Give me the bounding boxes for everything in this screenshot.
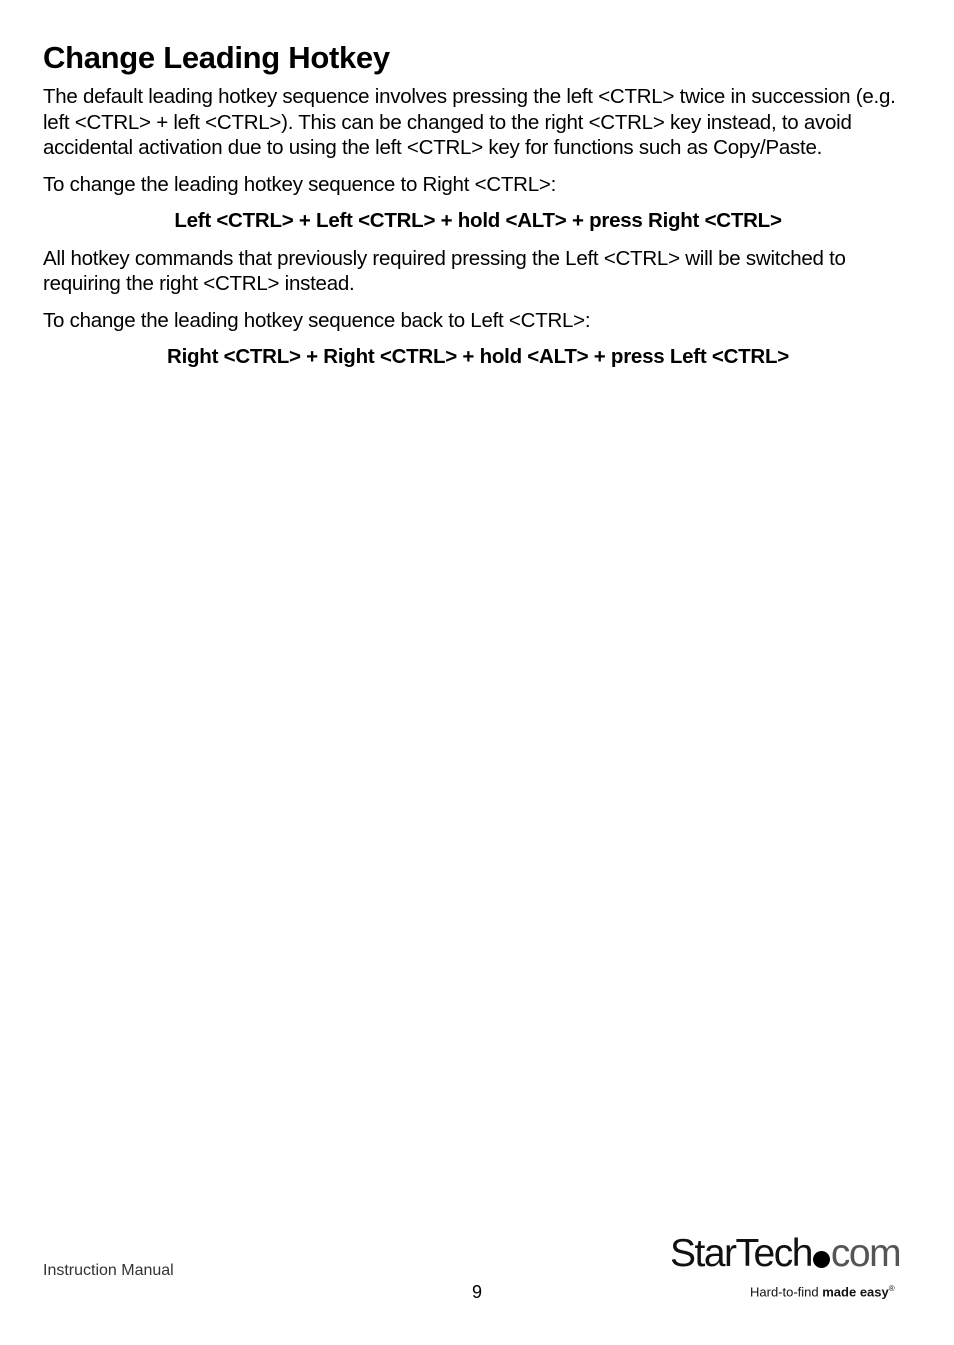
change-to-left-instruction: To change the leading hotkey sequence back to Left <CTRL>: [43, 308, 591, 332]
startech-logo [670, 1232, 910, 1304]
footer-manual-label: Instruction Manual [43, 1262, 174, 1279]
logo-tagline-regular: Hard-to-find [750, 1284, 823, 1300]
logo-dot-icon [813, 1251, 830, 1268]
page-number: 9 [471, 1282, 482, 1302]
intro-paragraph: The default leading hotkey sequence involves pressing the left <CTRL> twice in succession (e.g. left <CTRL> + left <CTRL>). This can be changed to the right <CTRL> key instead, to avoid accidental activation due to using the left <CTRL> key for functions such as Copy/Paste. [43, 85, 896, 159]
logo-tagline [750, 1284, 895, 1299]
logo-tagline-bold: made easy [822, 1284, 889, 1300]
registered-mark: ® [888, 1284, 895, 1293]
page-title: Change Leading Hotkey [43, 40, 390, 75]
hotkey-command-set-right: Left <CTRL> + Left <CTRL> + hold <ALT> + press Right <CTRL> [174, 209, 782, 232]
hotkey-command-set-left: Right <CTRL> + Right <CTRL> + hold <ALT> + press Left <CTRL> [167, 345, 789, 368]
logo-tld-text: com [830, 1232, 901, 1275]
page-content [43, 38, 913, 382]
logo-brand-text: StarTech [670, 1232, 812, 1275]
logo-wordmark [670, 1232, 900, 1276]
switched-note-paragraph: All hotkey commands that previously required pressing the Left <CTRL> will be switched to requiring the right <CTRL> instead. [43, 246, 846, 295]
change-to-right-instruction: To change the leading hotkey sequence to Right <CTRL>: [43, 172, 557, 196]
